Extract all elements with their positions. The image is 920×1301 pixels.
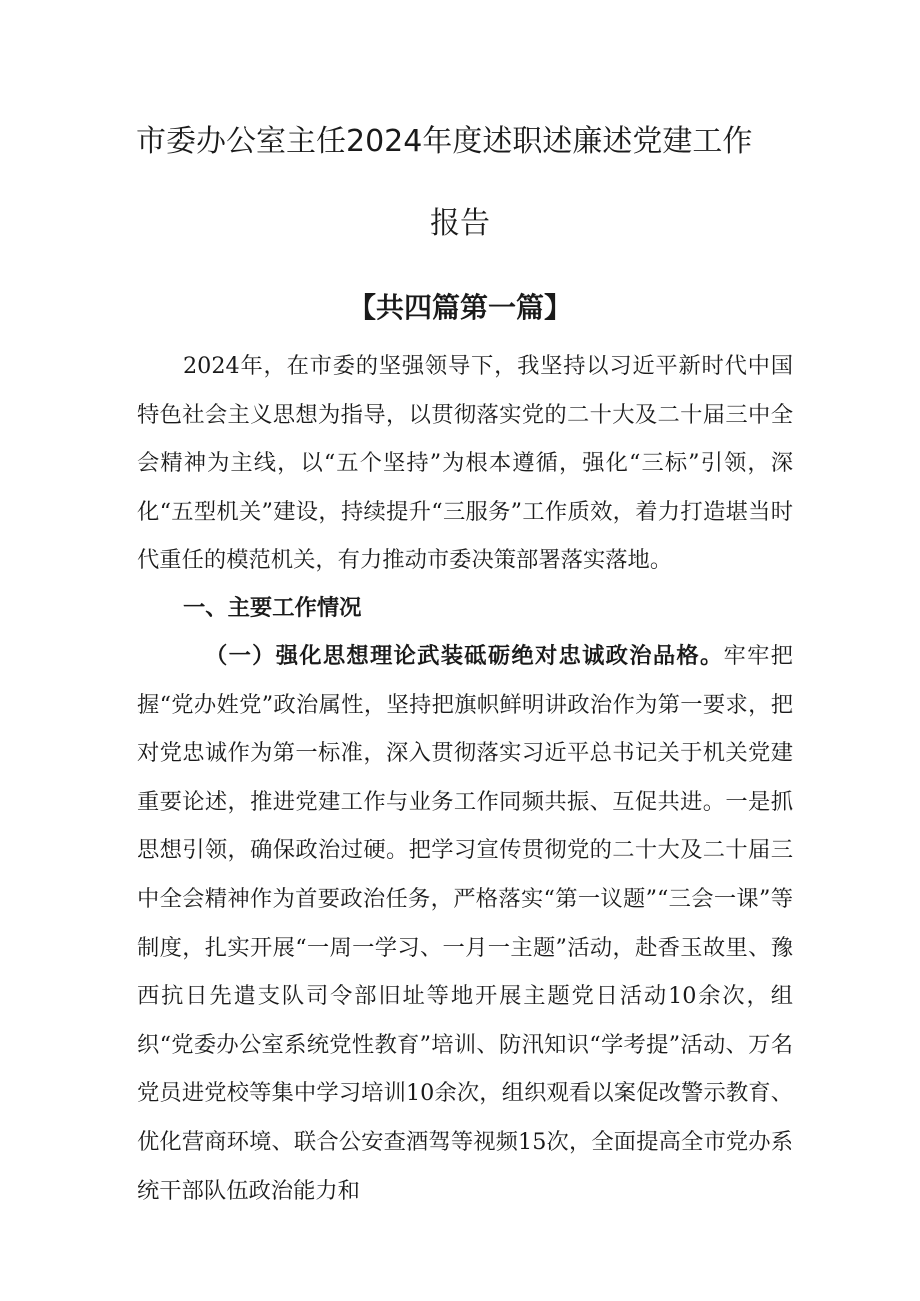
section-heading: 一、主要工作情况 bbox=[183, 595, 362, 621]
document-title: 市委办公室主任2024年度述职述廉述党建工作 bbox=[136, 124, 753, 159]
document-title-continued: 报告 bbox=[430, 206, 490, 241]
sub-paragraph bbox=[137, 632, 793, 1215]
intro-paragraph: 2024年，在市委的坚强领导下，我坚持以习近平新时代中国特色社会主义思想为指导，以贯彻落实党的二十大及二十届三中全会精神为主线，以“五个坚持”为根本遵循，强化“三标”引领，深化“五型机关”建设，持续提升“三服务”工作质效，着力打造堪当时代重任的模范机关，有力推动市委决策部署落实落地。 bbox=[137, 353, 793, 574]
sub-heading: （一）强化思想理论武装砥砺绝对忠诚政治品格。 bbox=[205, 643, 724, 669]
document-subtitle: 【共四篇第一篇】 bbox=[347, 291, 572, 324]
sub-paragraph-text: 牢牢把握“党办姓党”政治属性，坚持把旗帜鲜明讲政治作为第一要求，把对党忠诚作为第一标准，深入贯彻落实习近平总书记关于机关党建重要论述，推进党建工作与业务工作同频共振、互促共进。一是抓思想引领，确保政治过硬。把学习宣传贯彻党的二十大及二十届三中全会精神作为首要政治任务，严格落实“第一议题”“三会一课”等制度，扎实开展“一周一学习、一月一主题”活动，赴香玉故里、豫西抗日先遣支队司令部旧址等地开展主题党日活动10余次，组织“党委办公室系统党性教育”培训、防汛知识“学考提”活动、万名党员进党校等集中学习培训10余次，组织观看以案促改警示教育、优化营商环境、联合公安查酒驾等视频15次，全面提高全市党办系统干部队伍政治能力和 bbox=[137, 643, 793, 1204]
